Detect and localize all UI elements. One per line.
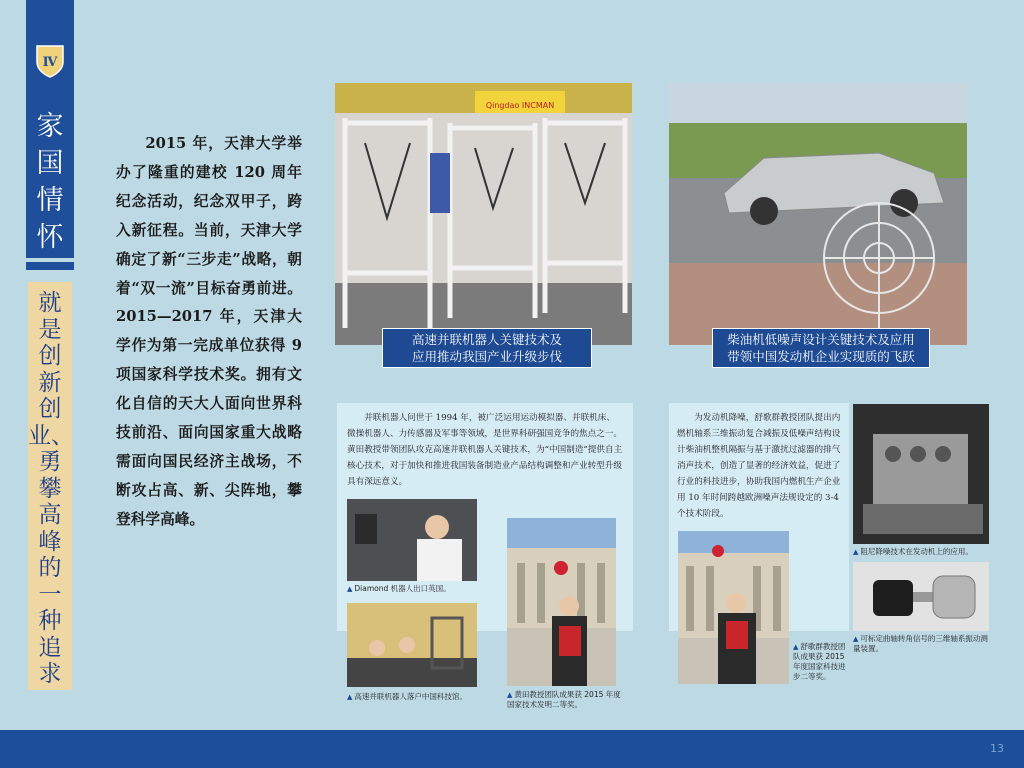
left-banner-line2: 应用推动我国产业升级步伐 (411, 349, 562, 364)
exhibition-sign-text: Qingdao INCMAN (485, 101, 555, 110)
caption-engine: ▲ 阻尼降噪技术在发动机上的应用。 (853, 547, 993, 557)
chapter-subtitle: 就是创新创业、勇攀高峰的一种追求 (28, 290, 74, 687)
diamond-robot-photo (347, 499, 477, 581)
award-shu-photo (678, 531, 789, 684)
sensor-device-photo (853, 562, 989, 631)
main-paragraph: 2015 年，天津大学举办了隆重的建校 120 周年纪念活动，纪念双甲子，跨入新征程。当前，天津大学确定了新“三步走”战略，朝着“双一流”目标奋勇前进。2015—2017 年，天津大学作为第一完成单位获得 9 项国家科学技术奖。拥有文化自信的天大人面向世界科技前沿、面向国家重大战略需面向国民经济主战场，不断攻占高、新、尖阵地，攀登科学高峰。 (116, 135, 302, 528)
caption-sensor: ▲ 可标定曲轴转角信号的三维轴系振动测量装置。 (853, 634, 993, 654)
science-museum-photo (347, 603, 477, 687)
robot-exhibition-photo (335, 83, 632, 345)
footer-bar (0, 730, 1024, 768)
badge-label: Ⅳ (42, 55, 58, 70)
page-number: 13 (990, 742, 1004, 755)
award-huang-photo (507, 518, 616, 686)
main-body-text (116, 130, 302, 535)
caption-diamond-robot: ▲ Diamond 机器人出口英国。 (347, 584, 477, 594)
caption-award-huang: ▲ 黄田教授团队成果获 2015 年度国家技术发明二等奖。 (507, 690, 627, 710)
car-noise-test-photo (669, 83, 967, 345)
engine-photo (853, 404, 989, 544)
left-banner-line1: 高速并联机器人关键技术及 (411, 332, 562, 347)
shield-badge-icon (35, 44, 65, 78)
chapter-title: 家国情怀 (36, 111, 64, 253)
caption-award-shu: ▲ 舒歌群教授团队成果获 2015 年度国家科技进步二等奖。 (793, 642, 848, 682)
right-banner-line1: 柴油机低噪声设计关键技术及应用 (727, 332, 915, 347)
right-feature-text: 为发动机降噪，舒歌群教授团队提出内燃机轴系三维振动复合减振及低噪声结构设计柴油机整机隔振与基于激扰过滤器的排气消声技术，创造了显著的经济效益，促进了行业的科技进步，协助我国内燃机生产企业用 10 年时间跨越欧洲噪声法规设定的 3-4 个技术阶段。 (677, 413, 841, 519)
sidebar-stripe (26, 262, 74, 270)
caption-science-museum: ▲ 高速并联机器人落户中国科技馆。 (347, 692, 487, 702)
left-feature-banner (382, 328, 592, 368)
right-banner-line2: 带领中国发动机企业实现质的飞跃 (727, 349, 915, 364)
left-feature-text: 并联机器人问世于 1994 年，被广泛运用运动模拟器、并联机床、微操机器人、力传感器及军事等领域，是世界科研强国竞争的焦点之一。黄田教授带领团队攻克高速并联机器人关键技术，为“中国制造”提供自主核心技术，对于加快和推进我国装备制造业产品结构调整和产业转型升级具有深远意义。 (347, 413, 623, 487)
right-feature-banner (712, 328, 930, 368)
